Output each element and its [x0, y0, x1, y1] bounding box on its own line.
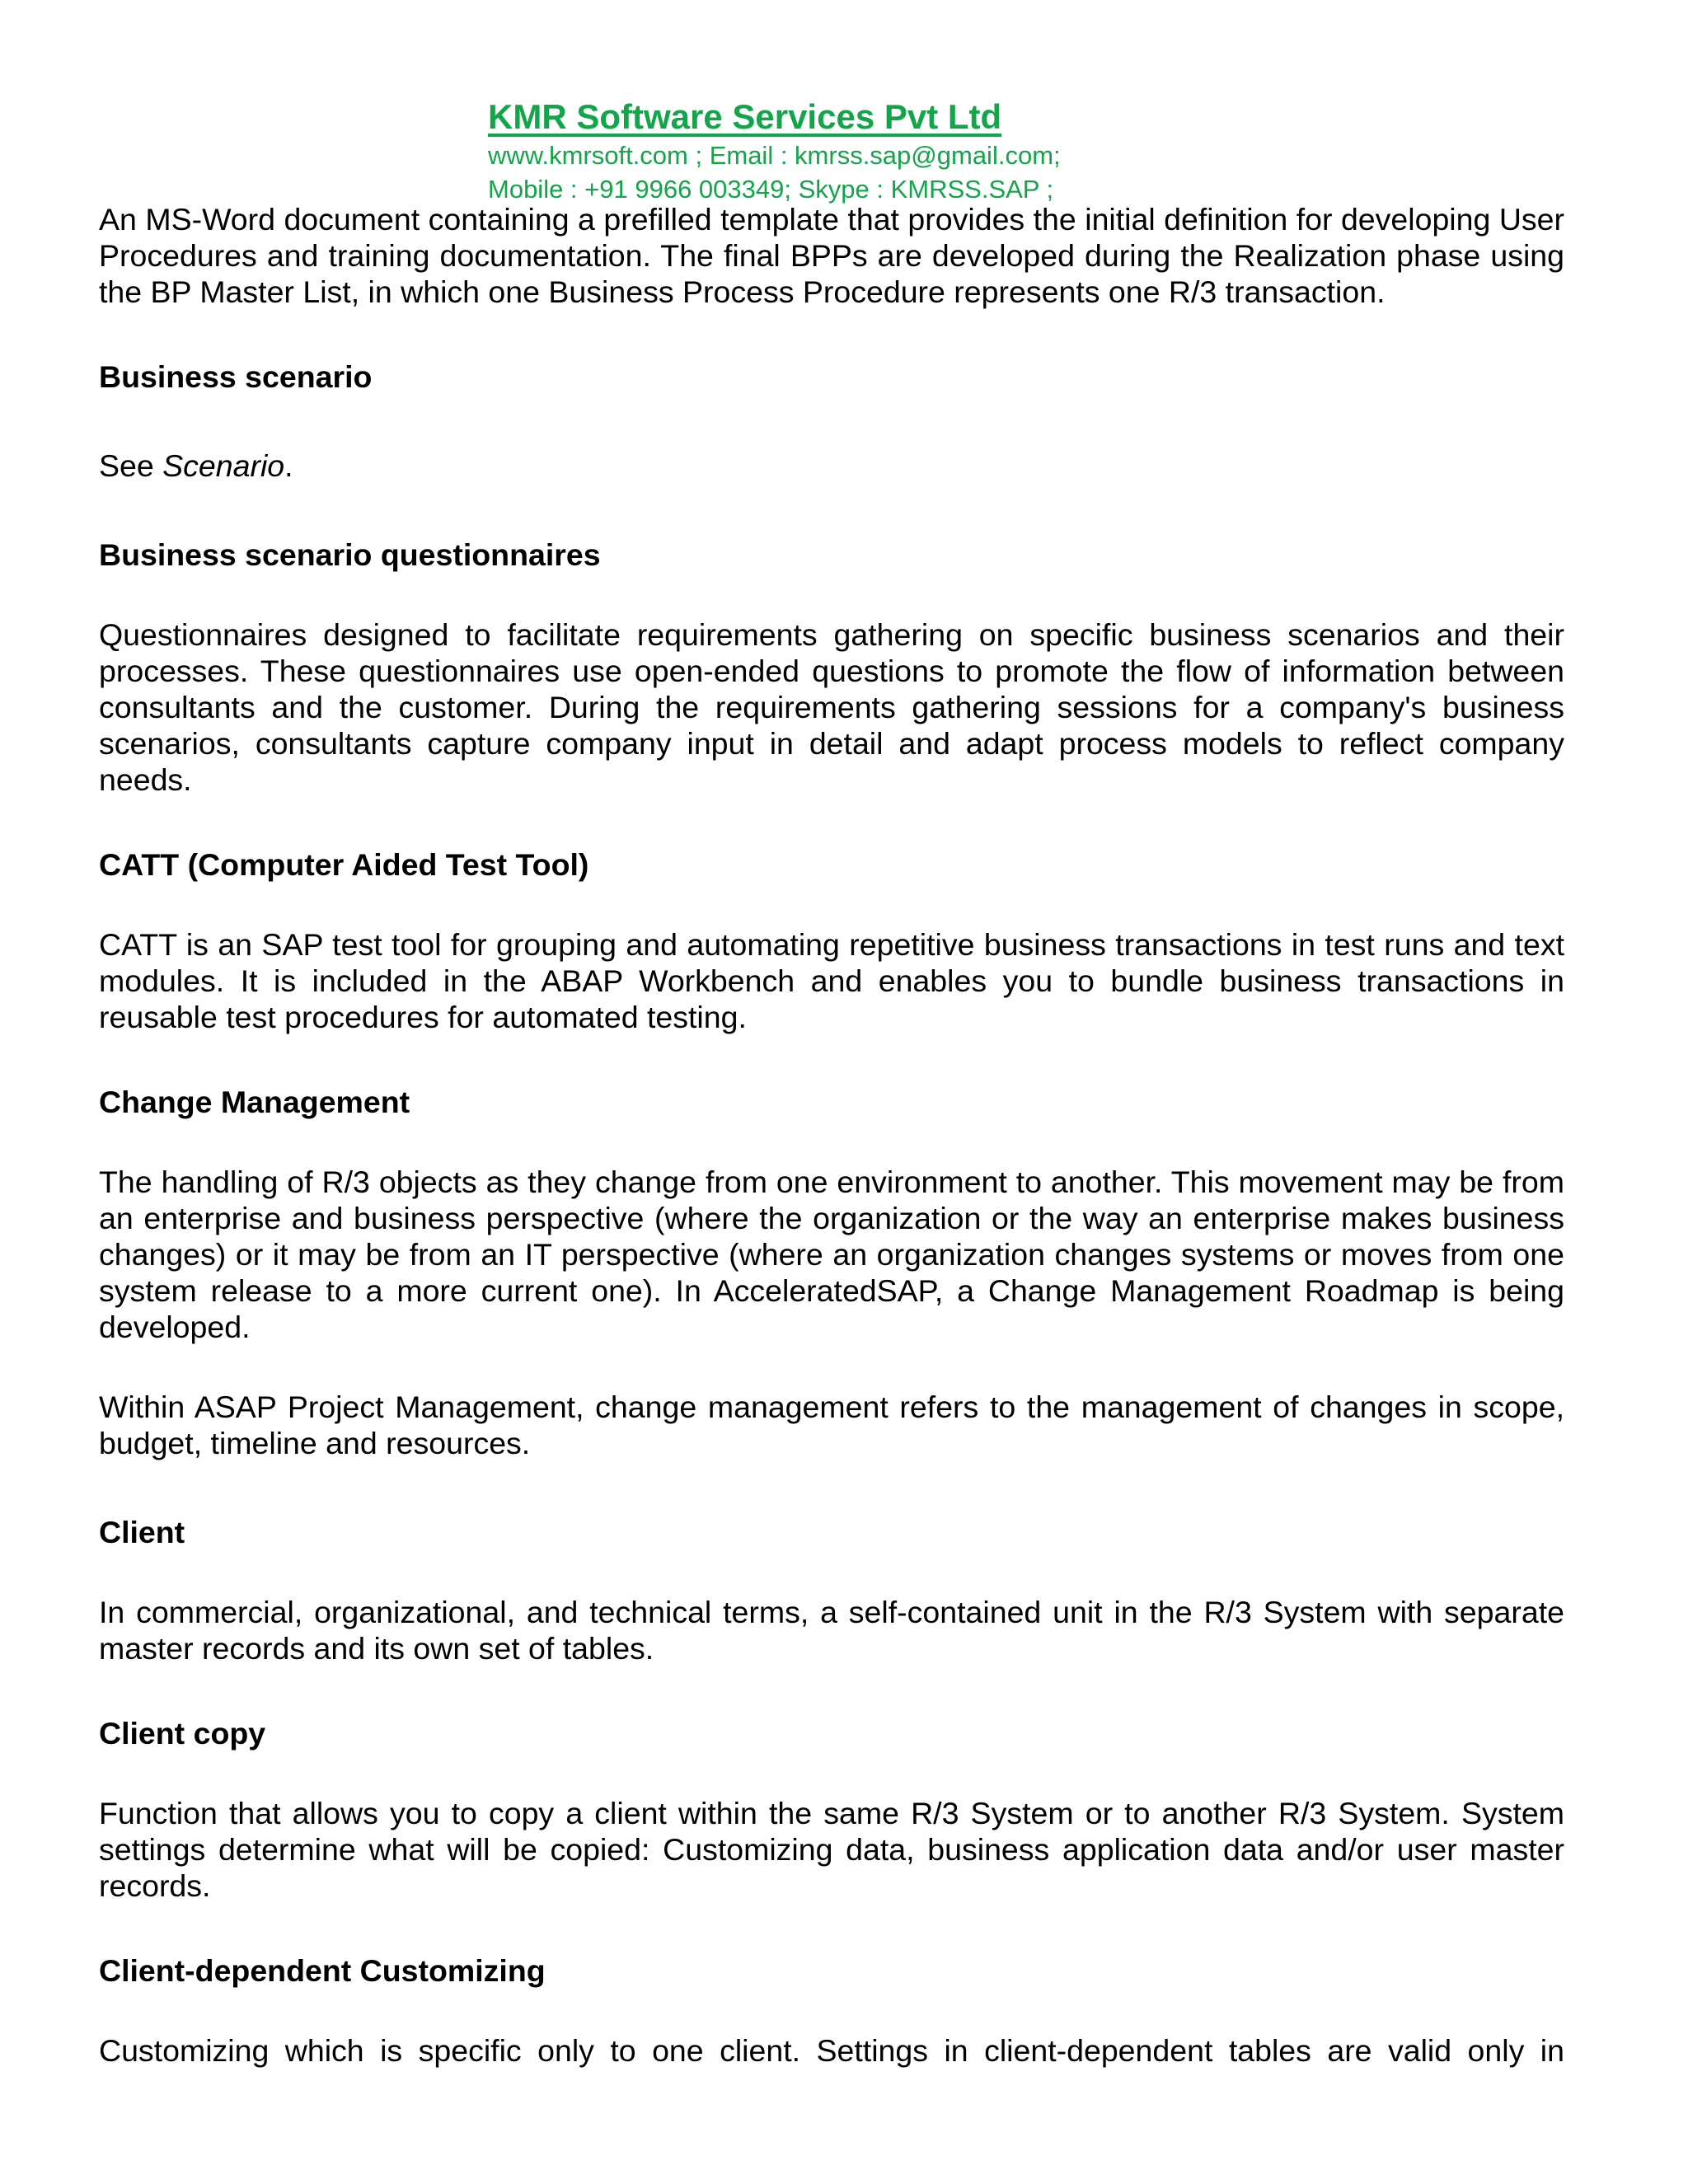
see-term: Scenario	[162, 448, 285, 483]
catt-paragraph: CATT is an SAP test tool for grouping and automating repetitive business transactions in test runs and text modules. It is included in the ABAP Workbench and enables you to bundle business transactions in reusable test procedures for automated testing.	[99, 927, 1564, 1034]
see-prefix: See	[99, 448, 163, 483]
heading-client: Client	[99, 1515, 185, 1549]
heading-change-management: Change Management	[99, 1085, 410, 1119]
company-name: KMR Software Services Pvt Ltd	[488, 97, 1002, 136]
intro-paragraph: An MS-Word document containing a prefilled template that provides the initial definition for developing User Procedures and training documentation. The final BPPs are developed during the Realization phase using the BP Master List, in which one Business Process Procedure represents one R/3 transaction.	[99, 202, 1564, 309]
client-paragraph: In commercial, organizational, and technical terms, a self-contained unit in the R/3 System with separate master records and its own set of tables.	[99, 1595, 1564, 1666]
letterhead	[488, 96, 1230, 206]
client-copy-paragraph: Function that allows you to copy a client within the same R/3 System or to another R/3 System. System settings determine what will be copied: Customizing data, business application data and/or user master records.	[99, 1796, 1564, 1903]
heading-client-copy: Client copy	[99, 1716, 266, 1750]
heading-business-scenario-questionnaires: Business scenario questionnaires	[99, 537, 601, 572]
heading-business-scenario: Business scenario	[99, 359, 373, 394]
contact-mobile-skype: Mobile : +91 9966 003349; Skype : KMRSS.SAP ;	[488, 175, 1054, 204]
contact-web-email: www.kmrsoft.com ; Email : kmrss.sap@gmail.com;	[488, 141, 1061, 170]
see-suffix: .	[284, 448, 293, 483]
questionnaires-paragraph: Questionnaires designed to facilitate requirements gathering on specific business scenarios and their processes. These questionnaires use open-ended questions to promote the flow of information between consultants and the customer. During the requirements gathering sessions for a company's business scenarios, consultants capture company input in detail and adapt process models to reflect company needs.	[99, 617, 1564, 797]
change-management-paragraph-1: The handling of R/3 objects as they change from one environment to another. This movement may be from an enterprise and business perspective (where the organization or the way an enterprise makes business changes) or it may be from an IT perspective (where an organization changes systems or moves from one system release to a more current one). In AcceleratedSAP, a Change Management Roadmap is being developed.	[99, 1165, 1564, 1344]
heading-catt: CATT (Computer Aided Test Tool)	[99, 847, 589, 882]
heading-client-dependent-customizing: Client-dependent Customizing	[99, 1953, 546, 1988]
see-scenario-paragraph	[99, 448, 1564, 484]
client-dependent-customizing-paragraph: Customizing which is specific only to one client. Settings in client-dependent tables are valid only in	[99, 2033, 1564, 2068]
change-management-paragraph-2: Within ASAP Project Management, change management refers to the management of changes in scope, budget, timeline and resources.	[99, 1390, 1564, 1460]
document-body	[99, 201, 1564, 2069]
